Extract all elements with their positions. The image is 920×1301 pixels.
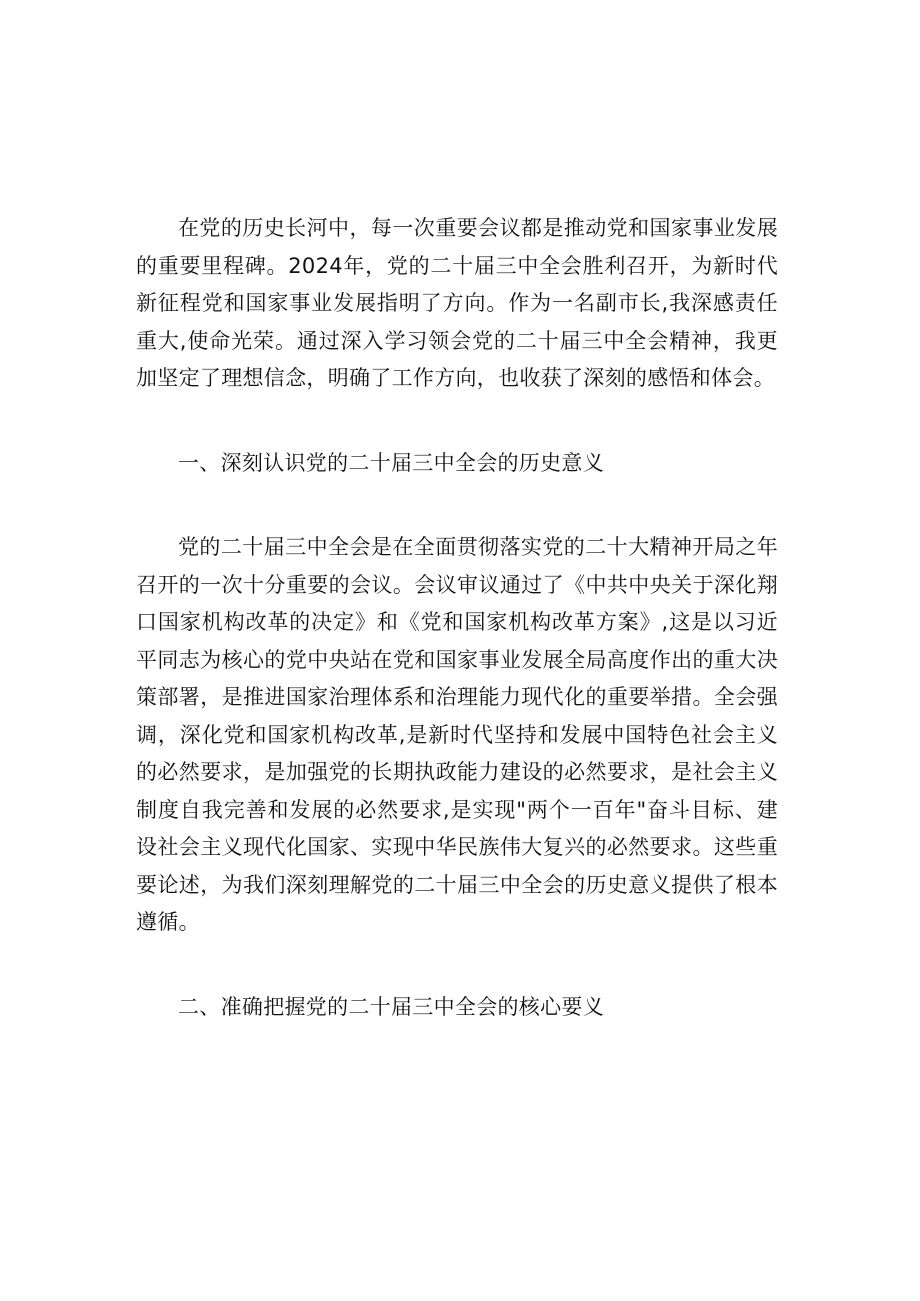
- paragraph-gap: [136, 482, 778, 529]
- document-body: [136, 210, 778, 1026]
- section-1-paragraph: 党的二十届三中全会是在全面贯彻落实党的二十大精神开局之年召开的一次十分重要的会议。会议审议通过了《中共中央关于深化翔口国家机构改革的决定》和《党和国家机构改革方案》,这是以习近平同志为核心的党中央站在党和国家事业发展全局高度作出的重大决策部署，是推进国家治理体系和治理能力现代化的重要举措。全会强调，深化党和国家机构改革,是新时代坚持和发展中国特色社会主义的必然要求，是加强党的长期执政能力建设的必然要求，是社会主义制度自我完善和发展的必然要求,是实现"两个一百年"奋斗目标、建设社会主义现代化国家、实现中华民族伟大复兴的必然要求。这些重要论述，为我们深刻理解党的二十届三中全会的历史意义提供了根本遵循。: [136, 535, 778, 934]
- paragraph-gap: [136, 942, 778, 989]
- section-heading-2: 二、准确把握党的二十届三中全会的核心要义: [178, 994, 604, 1019]
- intro-paragraph: 在党的历史长河中，每一次重要会议都是推动党和国家事业发展的重要里程碑。2024年，党的二十届三中全会胜利召开，为新时代新征程党和国家事业发展指明了方向。作为一名副市长,我深感责任重大,使命光荣。通过深入学习领会党的二十届三中全会精神，我更加坚定了理想信念，明确了工作方向，也收获了深刻的感悟和体会。: [136, 216, 778, 390]
- paragraph-gap: [136, 398, 778, 445]
- section-heading-1: 一、深刻认识党的二十届三中全会的历史意义: [178, 450, 604, 475]
